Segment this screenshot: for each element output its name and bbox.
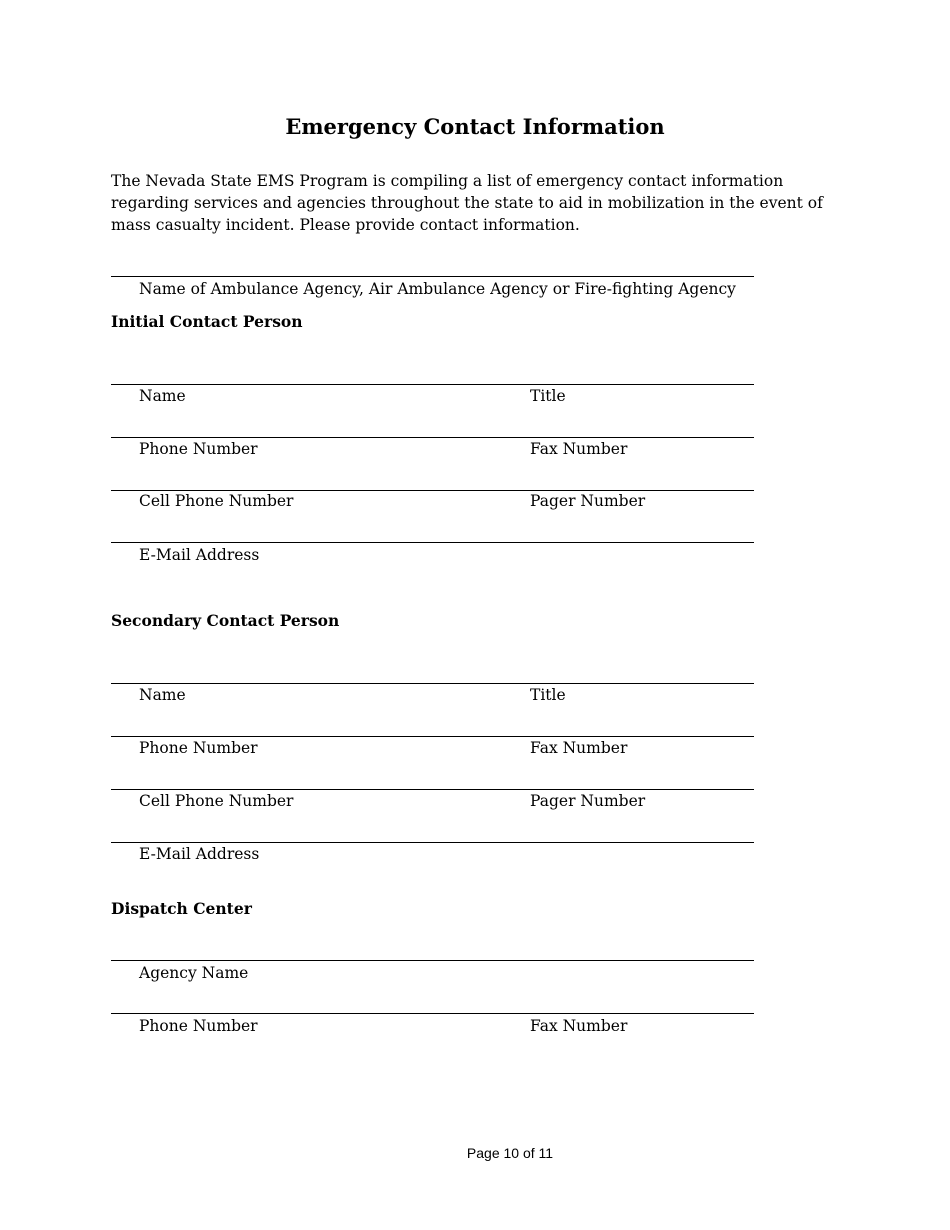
initial-fax-label: Fax Number [530, 440, 628, 458]
page-number: Page 10 of 11 [466, 1145, 554, 1161]
dispatch-phone-line[interactable] [111, 1013, 754, 1014]
secondary-cell-label: Cell Phone Number [139, 792, 294, 810]
secondary-pager-label: Pager Number [530, 792, 646, 810]
initial-email-line[interactable] [111, 542, 754, 543]
initial-cell-label: Cell Phone Number [139, 492, 294, 510]
agency-name-label: Name of Ambulance Agency, Air Ambulance Agency or Fire-fighting Agency [139, 280, 736, 298]
page-title: Emergency Contact Information [285, 114, 665, 139]
secondary-name-label: Name [139, 686, 186, 704]
secondary-phone-line[interactable] [111, 736, 754, 737]
initial-name-line[interactable] [111, 384, 754, 385]
secondary-title-label: Title [530, 686, 566, 704]
dispatch-agency-label: Agency Name [139, 964, 249, 982]
secondary-email-label: E-Mail Address [139, 845, 260, 863]
dispatch-fax-label: Fax Number [530, 1017, 628, 1035]
secondary-phone-label: Phone Number [139, 739, 258, 757]
initial-email-label: E-Mail Address [139, 546, 260, 564]
initial-pager-label: Pager Number [530, 492, 646, 510]
initial-name-label: Name [139, 387, 186, 405]
dispatch-phone-label: Phone Number [139, 1017, 258, 1035]
secondary-cell-line[interactable] [111, 789, 754, 790]
initial-phone-line[interactable] [111, 437, 754, 438]
initial-contact-heading: Initial Contact Person [111, 312, 303, 331]
secondary-contact-heading: Secondary Contact Person [111, 611, 340, 630]
secondary-name-line[interactable] [111, 683, 754, 684]
dispatch-agency-line[interactable] [111, 960, 754, 961]
initial-phone-label: Phone Number [139, 440, 258, 458]
agency-name-line[interactable] [111, 276, 754, 277]
secondary-email-line[interactable] [111, 842, 754, 843]
dispatch-center-heading: Dispatch Center [111, 899, 252, 918]
secondary-fax-label: Fax Number [530, 739, 628, 757]
intro-paragraph: The Nevada State EMS Program is compiling a list of emergency contact information regarding services and agencies throughout the state to aid in mobilization in the event of mass casualty incident. Please provide contact information. [111, 172, 823, 234]
initial-title-label: Title [530, 387, 566, 405]
